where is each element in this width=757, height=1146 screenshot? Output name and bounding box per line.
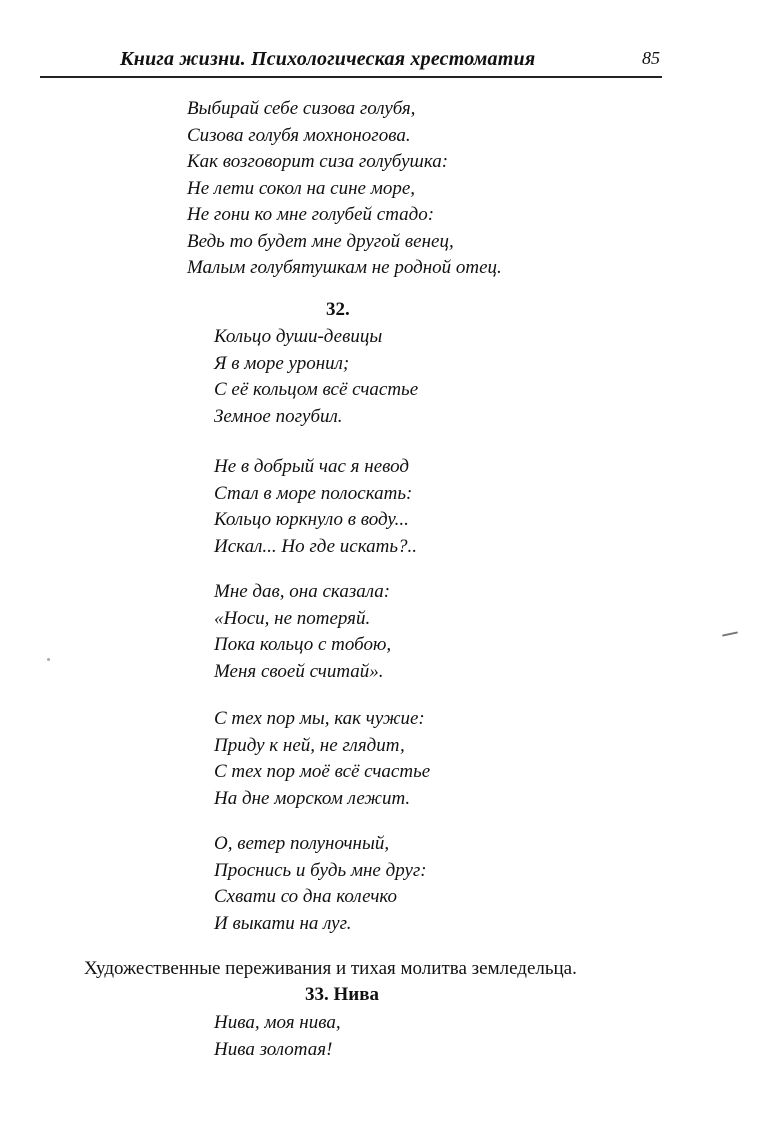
poem-32-number: 32. (326, 299, 350, 320)
verse-line: Приду к ней, не глядит, (214, 734, 405, 756)
verse-line: На дне морском лежит. (214, 787, 411, 809)
poem-33-intro: Художественные переживания и тихая молитва земледельца. (84, 958, 577, 979)
header-title: Книга жизни. Психологическая хрестоматия (120, 48, 536, 70)
verse-line: Проснись и будь мне друг: (214, 859, 427, 881)
verse-line: Как возговорит сиза голубушка: (187, 151, 449, 172)
poem-32-stanza-1 (214, 324, 418, 430)
verse-line: Малым голубятушкам не родной отец. (187, 257, 502, 278)
verse-line: Схвати со дна колечко (214, 886, 398, 907)
verse-line: Мне дав, она сказала: (214, 581, 391, 602)
poem-32-stanza-5 (214, 831, 427, 937)
verse-line: Стал в море полоскать: (214, 482, 413, 504)
verse-line: Меня своей считай». (214, 660, 384, 682)
poem-33-title: 33. Нива (305, 984, 379, 1005)
verse-line: Я в море уронил; (214, 352, 350, 374)
scan-speck (722, 631, 738, 636)
verse-line: Ведь то будет мне другой венец, (187, 230, 454, 252)
poem-33-stanza-1 (214, 1010, 341, 1063)
verse-line: Пока кольцо с тобою, (214, 634, 392, 655)
page-number: 85 (642, 48, 660, 68)
verse-line: О, ветер полуночный, (214, 833, 390, 854)
verse-line: Выбирай себе сизова голубя, (187, 98, 416, 119)
verse-line: С тех пор мы, как чужие: (214, 708, 425, 729)
poem-32-stanza-2 (214, 454, 417, 560)
verse-line: «Носи, не потеряй. (214, 607, 371, 629)
verse-line: С тех пор моё всё счастье (214, 761, 431, 782)
verse-line: Земное погубил. (214, 405, 343, 427)
verse-line: Сизова голубя мохноногова. (187, 124, 411, 146)
verse-line: И выкати на луг. (214, 912, 352, 934)
verse-line: Кольцо души-девицы (214, 326, 383, 347)
verse-line: Кольцо юркнуло в воду... (214, 509, 409, 530)
poem-32-stanza-3 (214, 579, 391, 685)
verse-line: Не в добрый час я невод (214, 456, 409, 477)
scan-speck (47, 658, 50, 661)
running-header (40, 44, 662, 78)
poem-31-continuation (187, 96, 502, 282)
poem-32-stanza-4 (214, 706, 430, 812)
verse-line: Не гони ко мне голубей стадо: (187, 204, 435, 225)
verse-line: Искал... Но где искать?.. (214, 535, 417, 557)
verse-line: Нива золотая! (214, 1038, 333, 1060)
verse-line: С её кольцом всё счастье (214, 379, 419, 400)
verse-line: Нива, моя нива, (214, 1012, 341, 1033)
verse-line: Не лети сокол на сине море, (187, 177, 416, 199)
